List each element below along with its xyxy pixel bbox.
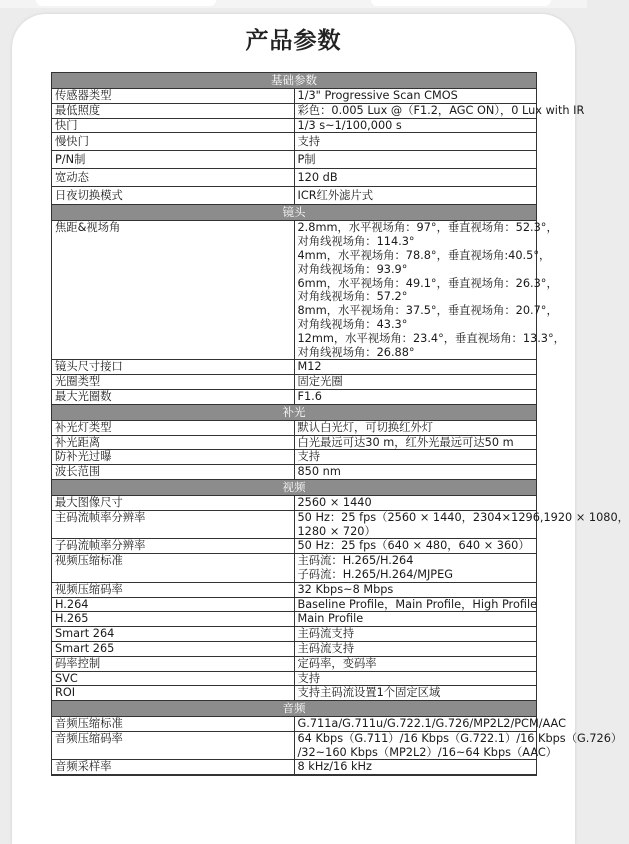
spec-value: 1/3 s~1/100,000 s — [294, 118, 537, 133]
spec-value: 850 nm — [294, 465, 537, 480]
spec-row — [52, 717, 537, 732]
spec-value: 支持 — [294, 450, 537, 465]
spec-row — [52, 435, 537, 450]
spec-value: Main Profile — [294, 612, 537, 627]
spec-row — [52, 187, 537, 205]
spec-label: 光圈类型 — [52, 375, 295, 390]
section-header — [52, 701, 537, 717]
spec-row — [52, 775, 537, 776]
spec-value: 50 Hz：25 fps（640 × 480，640 × 360） — [294, 539, 537, 554]
spec-label: 补光距离 — [52, 435, 295, 450]
spec-row — [52, 731, 537, 760]
spec-row — [52, 89, 537, 104]
spec-value-line: /32~160 Kbps（MP2L2）/16~64 Kbps（AAC） — [297, 745, 558, 759]
spec-value: 白光最远可达30 m，红外光最远可达50 m — [294, 435, 537, 450]
spec-value: 默认白光灯，可切换红外灯 — [294, 420, 537, 435]
spec-label: 快门 — [52, 118, 295, 133]
spec-label: 码率控制 — [52, 656, 295, 671]
spec-value: F1.6 — [294, 389, 537, 404]
spec-row — [52, 118, 537, 133]
spec-table-body — [52, 73, 629, 776]
spec-value-line: 对角线视场角：57.2° — [297, 290, 408, 304]
spec-label: 宽动态 — [52, 169, 295, 187]
spec-label: 补光灯类型 — [52, 420, 295, 435]
spec-label: SVC — [52, 671, 295, 686]
spec-label: H.265 — [52, 612, 295, 627]
spec-value-line: 4mm，水平视场角：78.8°，垂直视场角:40.5°， — [297, 248, 551, 262]
spec-label: 子码流帧率分辨率 — [52, 539, 295, 554]
spec-table — [51, 72, 629, 776]
spec-row — [52, 510, 537, 539]
section-header — [52, 205, 537, 221]
spec-row — [52, 627, 537, 642]
spec-value: G.711a/G.711u/G.722.1/G.726/MP2L2/PCM/AAC — [294, 717, 537, 732]
spec-row — [52, 465, 537, 480]
spec-label: H.264 — [52, 597, 295, 612]
spec-row — [52, 103, 537, 118]
section-title: 视频 — [52, 479, 537, 495]
spec-row — [52, 539, 537, 554]
spec-value — [294, 554, 537, 583]
spec-row — [52, 420, 537, 435]
spec-label: 视频压缩标准 — [52, 554, 295, 583]
spec-row — [52, 133, 537, 151]
spec-value-line: 2.8mm，水平视场角：97°，垂直视场角：52.3°， — [297, 221, 558, 235]
page-title: 产品参数 — [245, 28, 342, 54]
spec-value: 1/3" Progressive Scan CMOS — [294, 89, 537, 104]
spec-row — [52, 151, 537, 169]
section-title: 基础参数 — [52, 73, 537, 89]
spec-row — [52, 554, 537, 583]
spec-label: 音频采样率 — [52, 760, 295, 775]
spec-value: 固定光圈 — [294, 375, 537, 390]
top-tab-right — [371, 0, 551, 6]
spec-row — [52, 656, 537, 671]
spec-value-line: 对角线视场角：114.3° — [297, 235, 415, 249]
spec-value: 支持主码流设置1个固定区域 — [294, 686, 537, 701]
spec-value: 定码率，变码率 — [294, 656, 537, 671]
spec-row — [52, 582, 537, 597]
spec-label: 视频压缩码率 — [52, 582, 295, 597]
spec-row — [52, 221, 537, 360]
spec-label — [52, 775, 295, 776]
top-strip — [0, 0, 587, 8]
spec-label: 主码流帧率分辨率 — [52, 510, 295, 539]
spec-label: 音频压缩标准 — [52, 717, 295, 732]
spec-label: 慢快门 — [52, 133, 295, 151]
spec-value — [294, 510, 629, 539]
spec-row — [52, 686, 537, 701]
spec-value: P制 — [294, 151, 537, 169]
spec-label: 焦距&视场角 — [52, 221, 295, 360]
top-tab-left — [36, 0, 216, 6]
spec-value: 主码流支持 — [294, 627, 537, 642]
spec-value-line: 对角线视场角：26.88° — [297, 345, 415, 359]
spec-value-line: 12mm，水平视场角：23.4°，垂直视场角：13.3°， — [297, 331, 565, 345]
spec-label: 最低照度 — [52, 103, 295, 118]
spec-value-line: 对角线视场角：93.9° — [297, 262, 408, 276]
spec-row — [52, 671, 537, 686]
spec-value: Baseline Profile，Main Profile，High Profile — [294, 597, 537, 612]
spec-label: ROI — [52, 686, 295, 701]
spec-row — [52, 597, 537, 612]
section-header — [52, 73, 537, 89]
spec-label: P/N制 — [52, 151, 295, 169]
spec-value-line: 50 Hz：25 fps（2560 × 1440，2304×1296,1920 × 1080， — [297, 510, 629, 524]
spec-value-line: 主码流：H.265/H.264 — [297, 554, 414, 568]
spec-label: 最大图像尺寸 — [52, 495, 295, 510]
spec-value: 支持 — [294, 133, 537, 151]
spec-label: 传感器类型 — [52, 89, 295, 104]
spec-value-line: 对角线视场角：43.3° — [297, 317, 408, 331]
spec-row — [52, 450, 537, 465]
spec-value: 2560 × 1440 — [294, 495, 537, 510]
spec-label: 日夜切换模式 — [52, 187, 295, 205]
spec-label: 镜头尺寸接口 — [52, 360, 295, 375]
spec-value — [294, 731, 623, 760]
spec-row — [52, 612, 537, 627]
spec-value-line: 8mm，水平视场角：37.5°，垂直视场角：20.7°， — [297, 304, 558, 318]
spec-label: 音频压缩码率 — [52, 731, 295, 760]
spec-label: 防补光过曝 — [52, 450, 295, 465]
spec-label: Smart 264 — [52, 627, 295, 642]
spec-value: 8 kHz/16 kHz — [294, 760, 537, 775]
spec-value: 彩色：0.005 Lux @（F1.2，AGC ON），0 Lux with IR — [294, 103, 537, 118]
spec-label: Smart 265 — [52, 641, 295, 656]
spec-row — [52, 760, 537, 775]
spec-value: 支持 — [294, 671, 537, 686]
section-header — [52, 404, 537, 420]
spec-value: 120 dB — [294, 169, 537, 187]
spec-value-line: 64 Kbps（G.711）/16 Kbps（G.722.1）/16 Kbps（G.726） — [297, 731, 623, 745]
spec-row — [52, 360, 537, 375]
spec-value — [294, 221, 565, 360]
section-title: 补光 — [52, 404, 537, 420]
spec-value-line: 子码流：H.265/H.264/MJPEG — [297, 567, 453, 581]
section-title: 镜头 — [52, 205, 537, 221]
spec-label: 最大光圈数 — [52, 389, 295, 404]
spec-value-line: 6mm，水平视场角：49.1°，垂直视场角：26.3°， — [297, 276, 558, 290]
spec-row — [52, 375, 537, 390]
spec-value: 32 Kbps~8 Mbps — [294, 582, 537, 597]
spec-value-line: 1280 × 720） — [297, 524, 376, 538]
spec-value: ICR红外滤片式 — [294, 187, 537, 205]
spec-row — [52, 389, 537, 404]
spec-label: 波长范围 — [52, 465, 295, 480]
section-title: 音频 — [52, 701, 537, 717]
spec-value: M12 — [294, 360, 537, 375]
spec-row — [52, 641, 537, 656]
section-header — [52, 479, 537, 495]
spec-value: 主码流支持 — [294, 641, 537, 656]
spec-value — [294, 775, 537, 776]
spec-row — [52, 169, 537, 187]
spec-row — [52, 495, 537, 510]
